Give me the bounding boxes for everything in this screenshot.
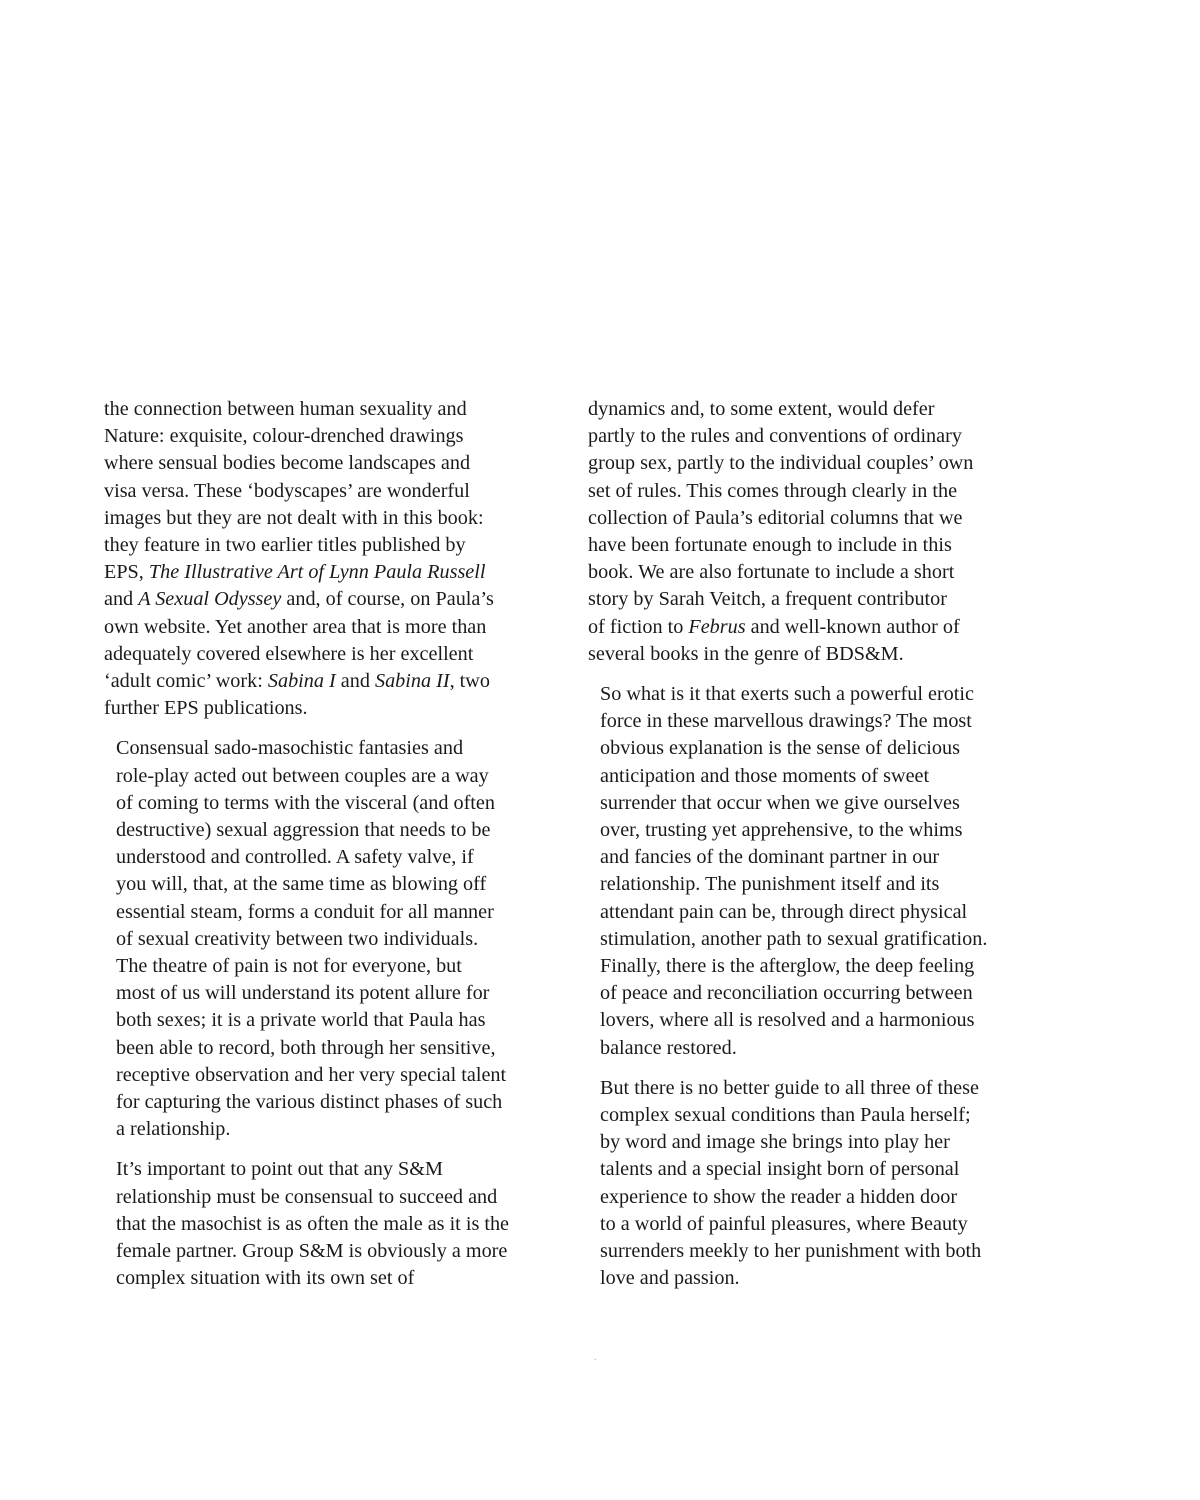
text-line: of coming to terms with the visceral (and often <box>116 791 495 814</box>
text-line: own website. Yet another area that is more than <box>104 615 487 638</box>
text-line: collection of Paula’s editorial columns that we <box>588 506 963 529</box>
text-line: receptive observation and her very special talent <box>116 1063 507 1086</box>
text-line: a relationship. <box>116 1118 231 1141</box>
paragraph-consensual <box>104 735 534 1143</box>
text-line: talents and a special insight born of personal <box>600 1158 960 1181</box>
text-line: you will, that, at the same time as blowing off <box>116 873 487 896</box>
text-line: partly to the rules and conventions of ordinary <box>588 425 962 448</box>
text-line: complex situation with its own set of <box>116 1267 415 1290</box>
text-line: set of rules. This comes through clearly in the <box>588 479 958 502</box>
text-line <box>104 668 534 695</box>
book-title: The Illustrative Art of Lynn Paula Russell <box>148 561 486 584</box>
book-title: Sabina I <box>267 670 336 693</box>
text-line: Finally, there is the afterglow, the deep feeling <box>600 955 975 978</box>
text-line: further EPS publications. <box>104 697 308 720</box>
text-line: The theatre of pain is not for everyone, but <box>116 955 462 978</box>
text-line: essential steam, forms a conduit for all manner <box>116 900 494 923</box>
text-line <box>104 559 534 586</box>
text-line: most of us will understand its potent allure for <box>116 982 490 1005</box>
magazine-title: Februs <box>688 615 746 638</box>
text-line: attendant pain can be, through direct physical <box>600 900 968 923</box>
text-line: It’s important to point out that any S&M <box>116 1158 443 1181</box>
paragraph-better-guide <box>588 1075 1010 1293</box>
text-line: anticipation and those moments of sweet <box>600 764 930 787</box>
text-line: to a world of painful pleasures, where Beauty <box>600 1212 968 1235</box>
paragraph-dynamics <box>588 396 1010 668</box>
text-line: the connection between human sexuality and <box>104 398 467 420</box>
text-line: by word and image she brings into play her <box>600 1131 950 1154</box>
text-line: relationship. The punishment itself and its <box>600 873 940 896</box>
text-line: understood and controlled. A safety valve, if <box>116 846 474 869</box>
text-line: images but they are not dealt with in this book: <box>104 506 484 529</box>
text-line: several books in the genre of BDS&M. <box>588 642 904 665</box>
text-line: Nature: exquisite, colour-drenched drawings <box>104 425 464 448</box>
page-mark: . <box>594 1352 597 1363</box>
text-line: balance restored. <box>600 1036 737 1059</box>
right-column <box>588 396 1010 1306</box>
text-line: of sexual creativity between two individuals. <box>116 927 479 950</box>
text-line: visa versa. These ‘bodyscapes’ are wonderful <box>104 479 470 502</box>
paragraph-bodyscapes <box>104 396 534 722</box>
left-column <box>104 396 534 1306</box>
text-line: of peace and reconciliation occurring between <box>600 982 973 1005</box>
text-line: they feature in two earlier titles published by <box>104 534 466 557</box>
text-line: surrenders meekly to her punishment with both <box>600 1240 982 1263</box>
text-line <box>588 614 1010 641</box>
text-line: where sensual bodies become landscapes and <box>104 452 471 475</box>
text-line: stimulation, another path to sexual gratification. <box>600 927 988 950</box>
text-line: that the masochist is as often the male as it is the <box>116 1212 510 1235</box>
text-line: Consensual sado-masochistic fantasies and <box>116 737 464 760</box>
text-line: book. We are also fortunate to include a short <box>588 561 955 584</box>
text-run: of fiction to <box>588 615 689 638</box>
text-line <box>104 586 534 613</box>
text-line: love and passion. <box>600 1267 740 1290</box>
text-line: relationship must be consensual to succeed and <box>116 1185 498 1208</box>
text-run: ‘adult comic’ work: <box>104 670 268 693</box>
text-line: destructive) sexual aggression that needs to be <box>116 819 491 842</box>
text-line: and fancies of the dominant partner in our <box>600 846 940 869</box>
text-line: surrender that occur when we give ourselves <box>600 791 960 814</box>
text-line: for capturing the various distinct phases of such <box>116 1091 503 1114</box>
text-run: , two <box>449 670 490 693</box>
text-run: and well-known author of <box>745 615 960 638</box>
text-line: story by Sarah Veitch, a frequent contributor <box>588 588 947 611</box>
text-line: So what is it that exerts such a powerful erotic <box>600 683 974 706</box>
book-title: A Sexual Odyssey <box>138 588 282 611</box>
text-line: female partner. Group S&M is obviously a more <box>116 1240 508 1263</box>
book-title: Sabina II <box>374 670 450 693</box>
text-line: obvious explanation is the sense of delicious <box>600 737 960 760</box>
text-line: experience to show the reader a hidden door <box>600 1185 958 1208</box>
text-line: adequately covered elsewhere is her excellent <box>104 642 474 665</box>
text-run: and <box>104 588 139 611</box>
text-run: and <box>335 670 375 693</box>
text-line: group sex, partly to the individual couples’ own <box>588 452 974 475</box>
text-line: lovers, where all is resolved and a harmonious <box>600 1009 975 1032</box>
paragraph-erotic-force <box>588 681 1010 1062</box>
text-run: EPS, <box>104 561 149 584</box>
text-line: both sexes; it is a private world that Paula has <box>116 1009 486 1032</box>
text-line: complex sexual conditions than Paula herself; <box>600 1104 971 1127</box>
text-run: and, of course, on Paula’s <box>281 588 494 611</box>
text-line: role-play acted out between couples are a way <box>116 764 489 787</box>
text-line: force in these marvellous drawings? The most <box>600 710 972 733</box>
text-line: have been fortunate enough to include in this <box>588 534 952 557</box>
text-line: over, trusting yet apprehensive, to the whims <box>600 819 963 842</box>
paragraph-important <box>104 1156 534 1292</box>
text-line: dynamics and, to some extent, would defer <box>588 398 935 420</box>
text-line: But there is no better guide to all three of these <box>600 1076 979 1099</box>
text-line: been able to record, both through her sensitive, <box>116 1036 496 1059</box>
